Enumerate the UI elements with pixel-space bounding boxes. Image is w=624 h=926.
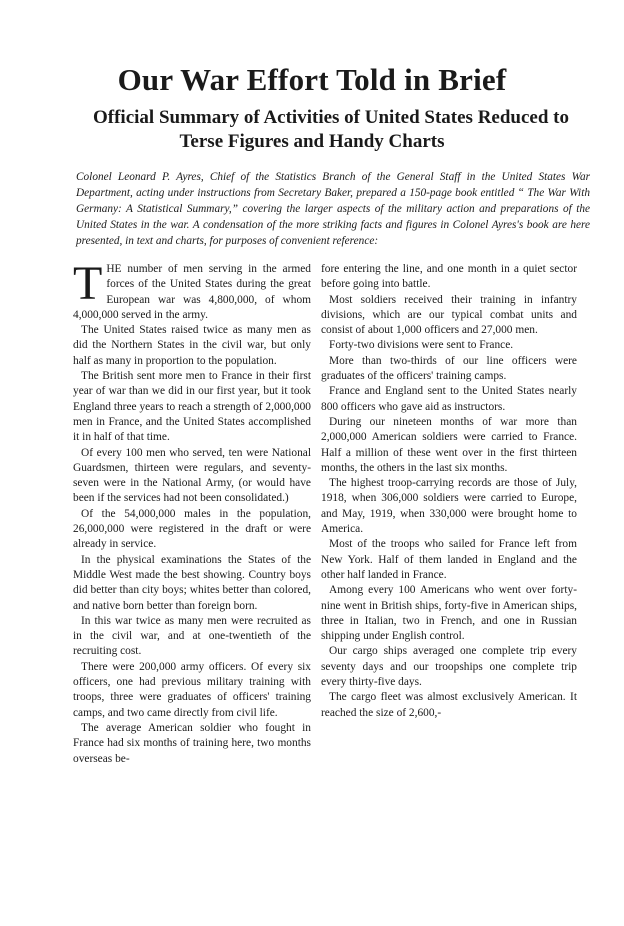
right-paragraph: Forty-two divisions were sent to France. [329,339,514,352]
right-paragraph: France and England sent to the United States nearly 800 officers who gave aid as instructors. [321,385,577,413]
right-paragraph: Our cargo ships averaged one complete trip every seventy days and our troopships one complete trip every thirty-five days. [321,645,577,689]
left-paragraph: The British sent more men to France in their first year of war than we did in our first year, but it took England three years to reach a strength of 2,000,000 men in France, and the United States accomplished it in half of that time. [73,370,311,444]
opening-paragraph-text: HE number of men serving in the armed forces of the United States during the great European war was 4,800,000, of whom 4,000,000 served in the army. [73,263,311,321]
left-paragraph: The United States raised twice as many men as did the Northern States in the civil war, but only half as many in proportion to the population. [73,324,311,367]
left-paragraph: Of every 100 men who served, ten were National Guardsmen, thirteen were regulars, and seventy-seven were in the National Army, (or would have been if the services had not been consolidated.) [73,446,311,505]
right-paragraph: Most of the troops who sailed for France left from New York. Half of them landed in England and the other half landed in France. [321,538,577,581]
left-column [73,257,311,767]
right-paragraph: During our nineteen months of war more than 2,000,000 American soldiers were carried to France. Half a million of these went over in the first thirteen months, the others in the last six months. [321,415,577,474]
opening-paragraph [73,257,311,323]
right-paragraph: More than two-thirds of our line officers were graduates of the officers' training camps. [321,354,577,383]
subtitle-line-2: Terse Figures and Handy Charts [179,131,445,152]
left-paragraph: There were 200,000 army officers. Of every six officers, one had previous military training with troops, three were graduates of officers' training camps, and two came directly from civil life. [73,660,311,719]
subtitle-line-1: Official Summary of Activities of United States Reduced to [93,107,569,128]
intro-paragraph: Colonel Leonard P. Ayres, Chief of the Statistics Branch of the General Staff in the United States War Department, acting under instructions from Secretary Baker, prepared a 150-page book entitled “ The War With Germany: A Statistical Summary,” covering the larger aspects of the military action and preparations of the United States in the war. A condensation of the more striking facts and figures in Colonel Ayres's book are here presented, in text and charts, for purposes of convenient reference: [76,171,590,247]
drop-cap: T [73,257,103,310]
left-paragraph: The average American soldier who fought in France had six months of training here, two months overseas be- [73,721,311,765]
right-paragraph: fore entering the line, and one month in a quiet sector before going into battle. [321,263,577,291]
left-paragraph: In the physical examinations the States of the Middle West made the best showing. Country boys did better than city boys; whites better than colored, and native born better than foreign born. [73,553,311,612]
left-paragraph: In this war twice as many men were recruited as in the civil war, and at one-twentieth of the recruiting cost. [73,614,311,658]
right-paragraph: The highest troop-carrying records are those of July, 1918, when 306,000 soldiers were carried to Europe, and May, 1919, when 330,000 were brought home to America. [321,477,577,536]
left-paragraph: Of the 54,000,000 males in the population, 26,000,000 were registered in the draft or were already in service. [73,507,311,551]
right-paragraph: Most soldiers received their training in infantry divisions, which are our typical combat units and consist of about 1,000 officers and 27,000 men. [321,293,577,337]
right-paragraph: The cargo fleet was almost exclusively American. It reached the size of 2,600,- [321,691,577,719]
right-column [321,262,577,721]
page-title: Our War Effort Told in Brief [117,62,507,97]
right-paragraph: Among every 100 Americans who went over forty-nine went in British ships, forty-five in American ships, three in Italian, two in French, and one in Russian shipping under English control. [321,584,577,643]
